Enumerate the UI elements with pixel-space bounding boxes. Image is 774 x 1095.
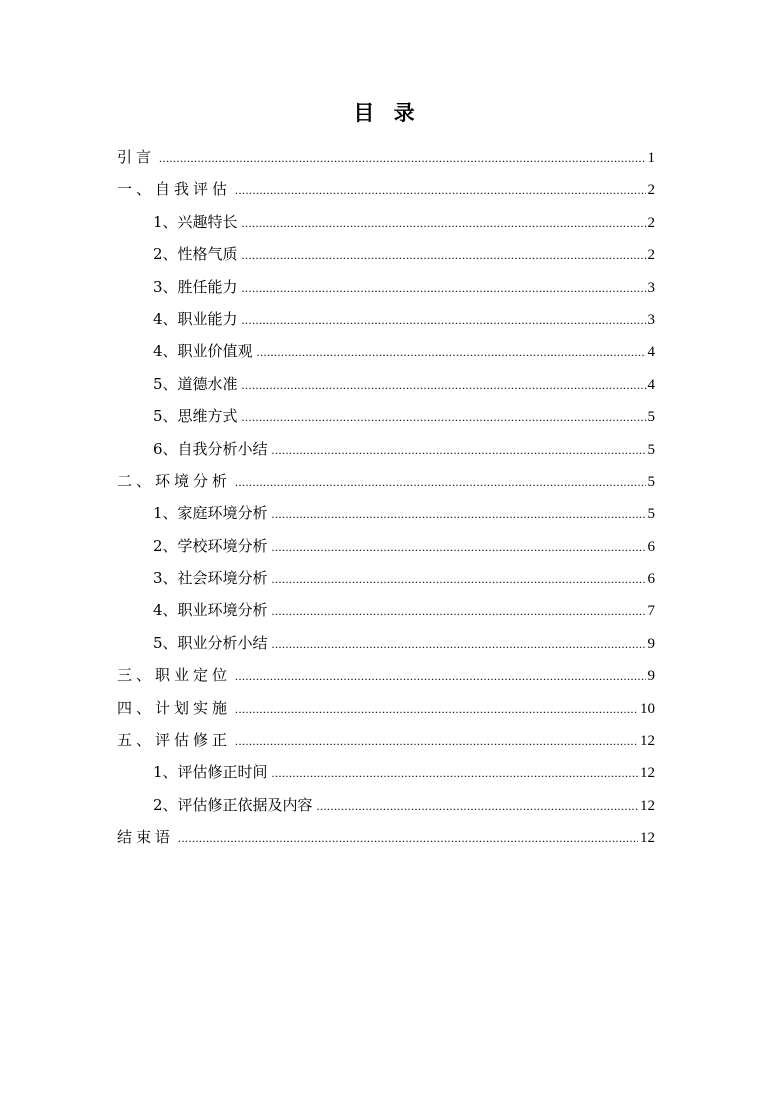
toc-entry-label: 二、环境分析: [117, 471, 232, 490]
toc-dot-leader: [235, 725, 638, 757]
toc-entry-label: 三、职业定位: [117, 666, 232, 685]
toc-entry[interactable]: [117, 497, 655, 529]
toc-dot-leader: [178, 822, 638, 854]
toc-title: 目 录: [353, 100, 421, 125]
toc-entry-page-number: 2: [647, 182, 655, 199]
toc-entry-label: 6、自我分析小结: [153, 439, 268, 458]
toc-entry[interactable]: [117, 238, 655, 270]
toc-entry-page-number: 1: [647, 150, 655, 166]
toc-entry[interactable]: [117, 303, 655, 335]
toc-entry[interactable]: [117, 594, 655, 626]
toc-entry[interactable]: [117, 627, 655, 659]
toc-entry[interactable]: [117, 659, 655, 691]
toc-dot-leader: [257, 336, 646, 368]
toc-dot-leader: [272, 628, 646, 660]
toc-entry-label: 结束语: [117, 828, 175, 847]
toc-entry-label: 4、职业能力: [153, 309, 238, 328]
toc-entry-label: 4、职业环境分析: [153, 601, 268, 620]
toc-entry[interactable]: [117, 271, 655, 303]
toc-entry-label: 3、社会环境分析: [153, 569, 268, 588]
toc-entry-page-number: 4: [647, 376, 655, 393]
toc-entry-page-number: 2: [647, 247, 655, 264]
toc-dot-leader: [242, 239, 646, 271]
toc-dot-leader: [317, 790, 638, 822]
toc-entry[interactable]: [117, 692, 655, 724]
toc-entry-label: 4、职业价值观: [153, 342, 253, 361]
toc-entry-page-number: 5: [647, 506, 655, 523]
toc-entry[interactable]: [117, 335, 655, 367]
toc-entry[interactable]: [117, 400, 655, 432]
toc-dot-leader: [235, 693, 638, 725]
toc-entry[interactable]: [117, 530, 655, 562]
toc-entry-page-number: 5: [647, 409, 655, 426]
toc-entry-label: 1、家庭环境分析: [153, 504, 268, 523]
toc-entry-page-number: 7: [647, 603, 655, 620]
toc-entry-label: 一、自我评估: [117, 180, 232, 199]
toc-entry-label: 3、胜任能力: [153, 277, 238, 296]
toc-entry-page-number: 3: [647, 311, 655, 328]
toc-dot-leader: [235, 660, 645, 692]
toc-entry[interactable]: [117, 368, 655, 400]
toc-dot-leader: [272, 595, 646, 627]
toc-entry-label: 四、计划实施: [117, 698, 232, 717]
toc-entry-label: 1、评估修正时间: [153, 763, 268, 782]
toc-dot-leader: [242, 304, 646, 336]
toc-entry-label: 2、评估修正依据及内容: [153, 795, 313, 814]
toc-entry[interactable]: [117, 433, 655, 465]
toc-entry-page-number: 12: [640, 733, 655, 750]
toc-entry[interactable]: [117, 173, 655, 205]
toc-entry-page-number: 5: [647, 441, 655, 458]
toc-dot-leader: [272, 434, 646, 466]
toc-entry[interactable]: [117, 562, 655, 594]
toc-entry-label: 引言: [117, 148, 156, 166]
toc-list: [117, 141, 655, 854]
toc-entry-page-number: 9: [647, 635, 655, 652]
toc-entry-page-number: 5: [647, 473, 655, 490]
toc-entry-page-number: 3: [647, 279, 655, 296]
toc-entry[interactable]: [117, 465, 655, 497]
toc-dot-leader: [242, 401, 646, 433]
toc-entry-label: 5、思维方式: [153, 407, 238, 426]
toc-entry-label: 5、职业分析小结: [153, 633, 268, 652]
toc-entry-page-number: 12: [640, 797, 655, 814]
toc-entry[interactable]: [117, 789, 655, 821]
toc-entry-page-number: 6: [647, 571, 655, 588]
toc-entry[interactable]: [117, 206, 655, 238]
toc-entry-page-number: 2: [647, 214, 655, 231]
toc-entry-label: 1、兴趣特长: [153, 212, 238, 231]
toc-entry-label: 5、道德水准: [153, 374, 238, 393]
toc-entry-page-number: 6: [647, 538, 655, 555]
toc-dot-leader: [272, 498, 646, 530]
toc-dot-leader: [242, 207, 646, 239]
toc-entry-label: 2、性格气质: [153, 245, 238, 264]
toc-dot-leader: [159, 142, 645, 174]
toc-entry[interactable]: [117, 756, 655, 788]
toc-dot-leader: [242, 272, 646, 304]
toc-dot-leader: [272, 563, 646, 595]
toc-dot-leader: [235, 174, 645, 206]
toc-entry[interactable]: [117, 141, 655, 173]
toc-entry-page-number: 9: [647, 668, 655, 685]
toc-entry-label: 五、评估修正: [117, 731, 232, 750]
toc-entry-page-number: 4: [647, 344, 655, 361]
toc-entry-page-number: 10: [640, 700, 655, 717]
toc-dot-leader: [235, 466, 645, 498]
toc-entry-label: 2、学校环境分析: [153, 536, 268, 555]
toc-dot-leader: [272, 757, 638, 789]
toc-entry-page-number: 12: [640, 765, 655, 782]
toc-entry[interactable]: [117, 724, 655, 756]
toc-dot-leader: [242, 369, 646, 401]
toc-entry-page-number: 12: [640, 830, 655, 847]
toc-dot-leader: [272, 531, 646, 563]
toc-entry[interactable]: [117, 821, 655, 853]
